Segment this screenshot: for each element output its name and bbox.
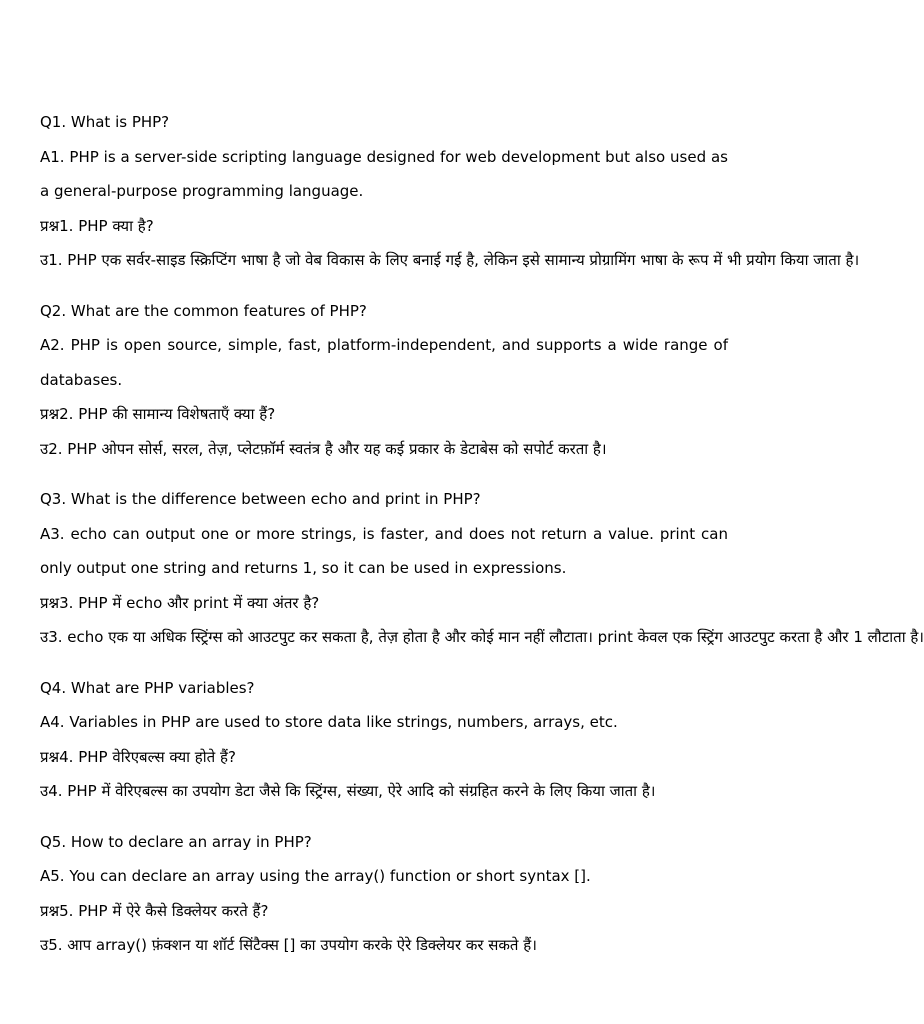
- question-en-3: Q3. What is the difference between echo and print in PHP?: [40, 490, 481, 508]
- qa-block-2: [40, 294, 768, 467]
- answer-en-2: A2. PHP is open source, simple, fast, platform-independent, and supports a wide range of databases.: [40, 336, 728, 389]
- qa-document: [40, 105, 924, 979]
- answer-en-4: A4. Variables in PHP are used to store data like strings, numbers, arrays, etc.: [40, 713, 618, 731]
- question-en-5: Q5. How to declare an array in PHP?: [40, 832, 312, 851]
- question-hi-5: प्रश्न5. PHP में ऐरे कैसे डिक्लेयर करते हैं?: [40, 901, 269, 920]
- qa-block-1: [40, 105, 860, 278]
- question-hi-4: प्रश्न4. PHP वेरिएबल्स क्या होते हैं?: [40, 747, 236, 766]
- answer-hi-3: उ3. echo एक या अधिक स्ट्रिंग्स को आउटपुट कर सकता है, तेज़ होता है और कोई मान नहीं लौटाता। print केवल एक स्ट्रिंग आउटपुट करता है और 1 लौटाता है।: [40, 628, 924, 646]
- answer-en-1: A1. PHP is a server-side scripting language designed for web development but also used as a general-purpose programming language.: [40, 147, 728, 200]
- question-hi-1: प्रश्न1. PHP क्या है?: [40, 216, 154, 235]
- question-en-1: Q1. What is PHP?: [40, 113, 170, 131]
- qa-block-4: [40, 671, 768, 809]
- answer-hi-2: उ2. PHP ओपन सोर्स, सरल, तेज़, प्लेटफ़ॉर्म स्वतंत्र है और यह कई प्रकार के डेटाबेस को सपोर्ट करता है।: [40, 439, 607, 458]
- answer-en-3: A3. echo can output one or more strings, is faster, and does not return a value. print can only output one string and returns 1, so it can be used in expressions.: [40, 524, 728, 577]
- answer-hi-4: उ4. PHP में वेरिएबल्स का उपयोग डेटा जैसे कि स्ट्रिंग्स, संख्या, ऐरे आदि को संग्रहित करने के लिए किया जाता है।: [40, 782, 656, 800]
- answer-hi-5: उ5. आप array() फ़ंक्शन या शॉर्ट सिंटैक्स [] का उपयोग करके ऐरे डिक्लेयर कर सकते हैं।: [40, 936, 537, 954]
- qa-block-5: [40, 825, 768, 963]
- qa-block-3: [40, 482, 924, 655]
- question-en-2: Q2. What are the common features of PHP?: [40, 301, 367, 320]
- question-hi-3: प्रश्न3. PHP में echo और print में क्या अंतर है?: [40, 593, 320, 612]
- answer-en-5: A5. You can declare an array using the array() function or short syntax [].: [40, 867, 591, 885]
- question-en-4: Q4. What are PHP variables?: [40, 678, 255, 697]
- question-hi-2: प्रश्न2. PHP की सामान्य विशेषताएँ क्या हैं?: [40, 405, 276, 423]
- answer-hi-1: उ1. PHP एक सर्वर-साइड स्क्रिप्टिंग भाषा है जो वेब विकास के लिए बनाई गई है, लेकिन इसे सामान्य प्रोग्रामिंग भाषा के रूप में भी प्रयोग किया जाता है।: [40, 251, 860, 269]
